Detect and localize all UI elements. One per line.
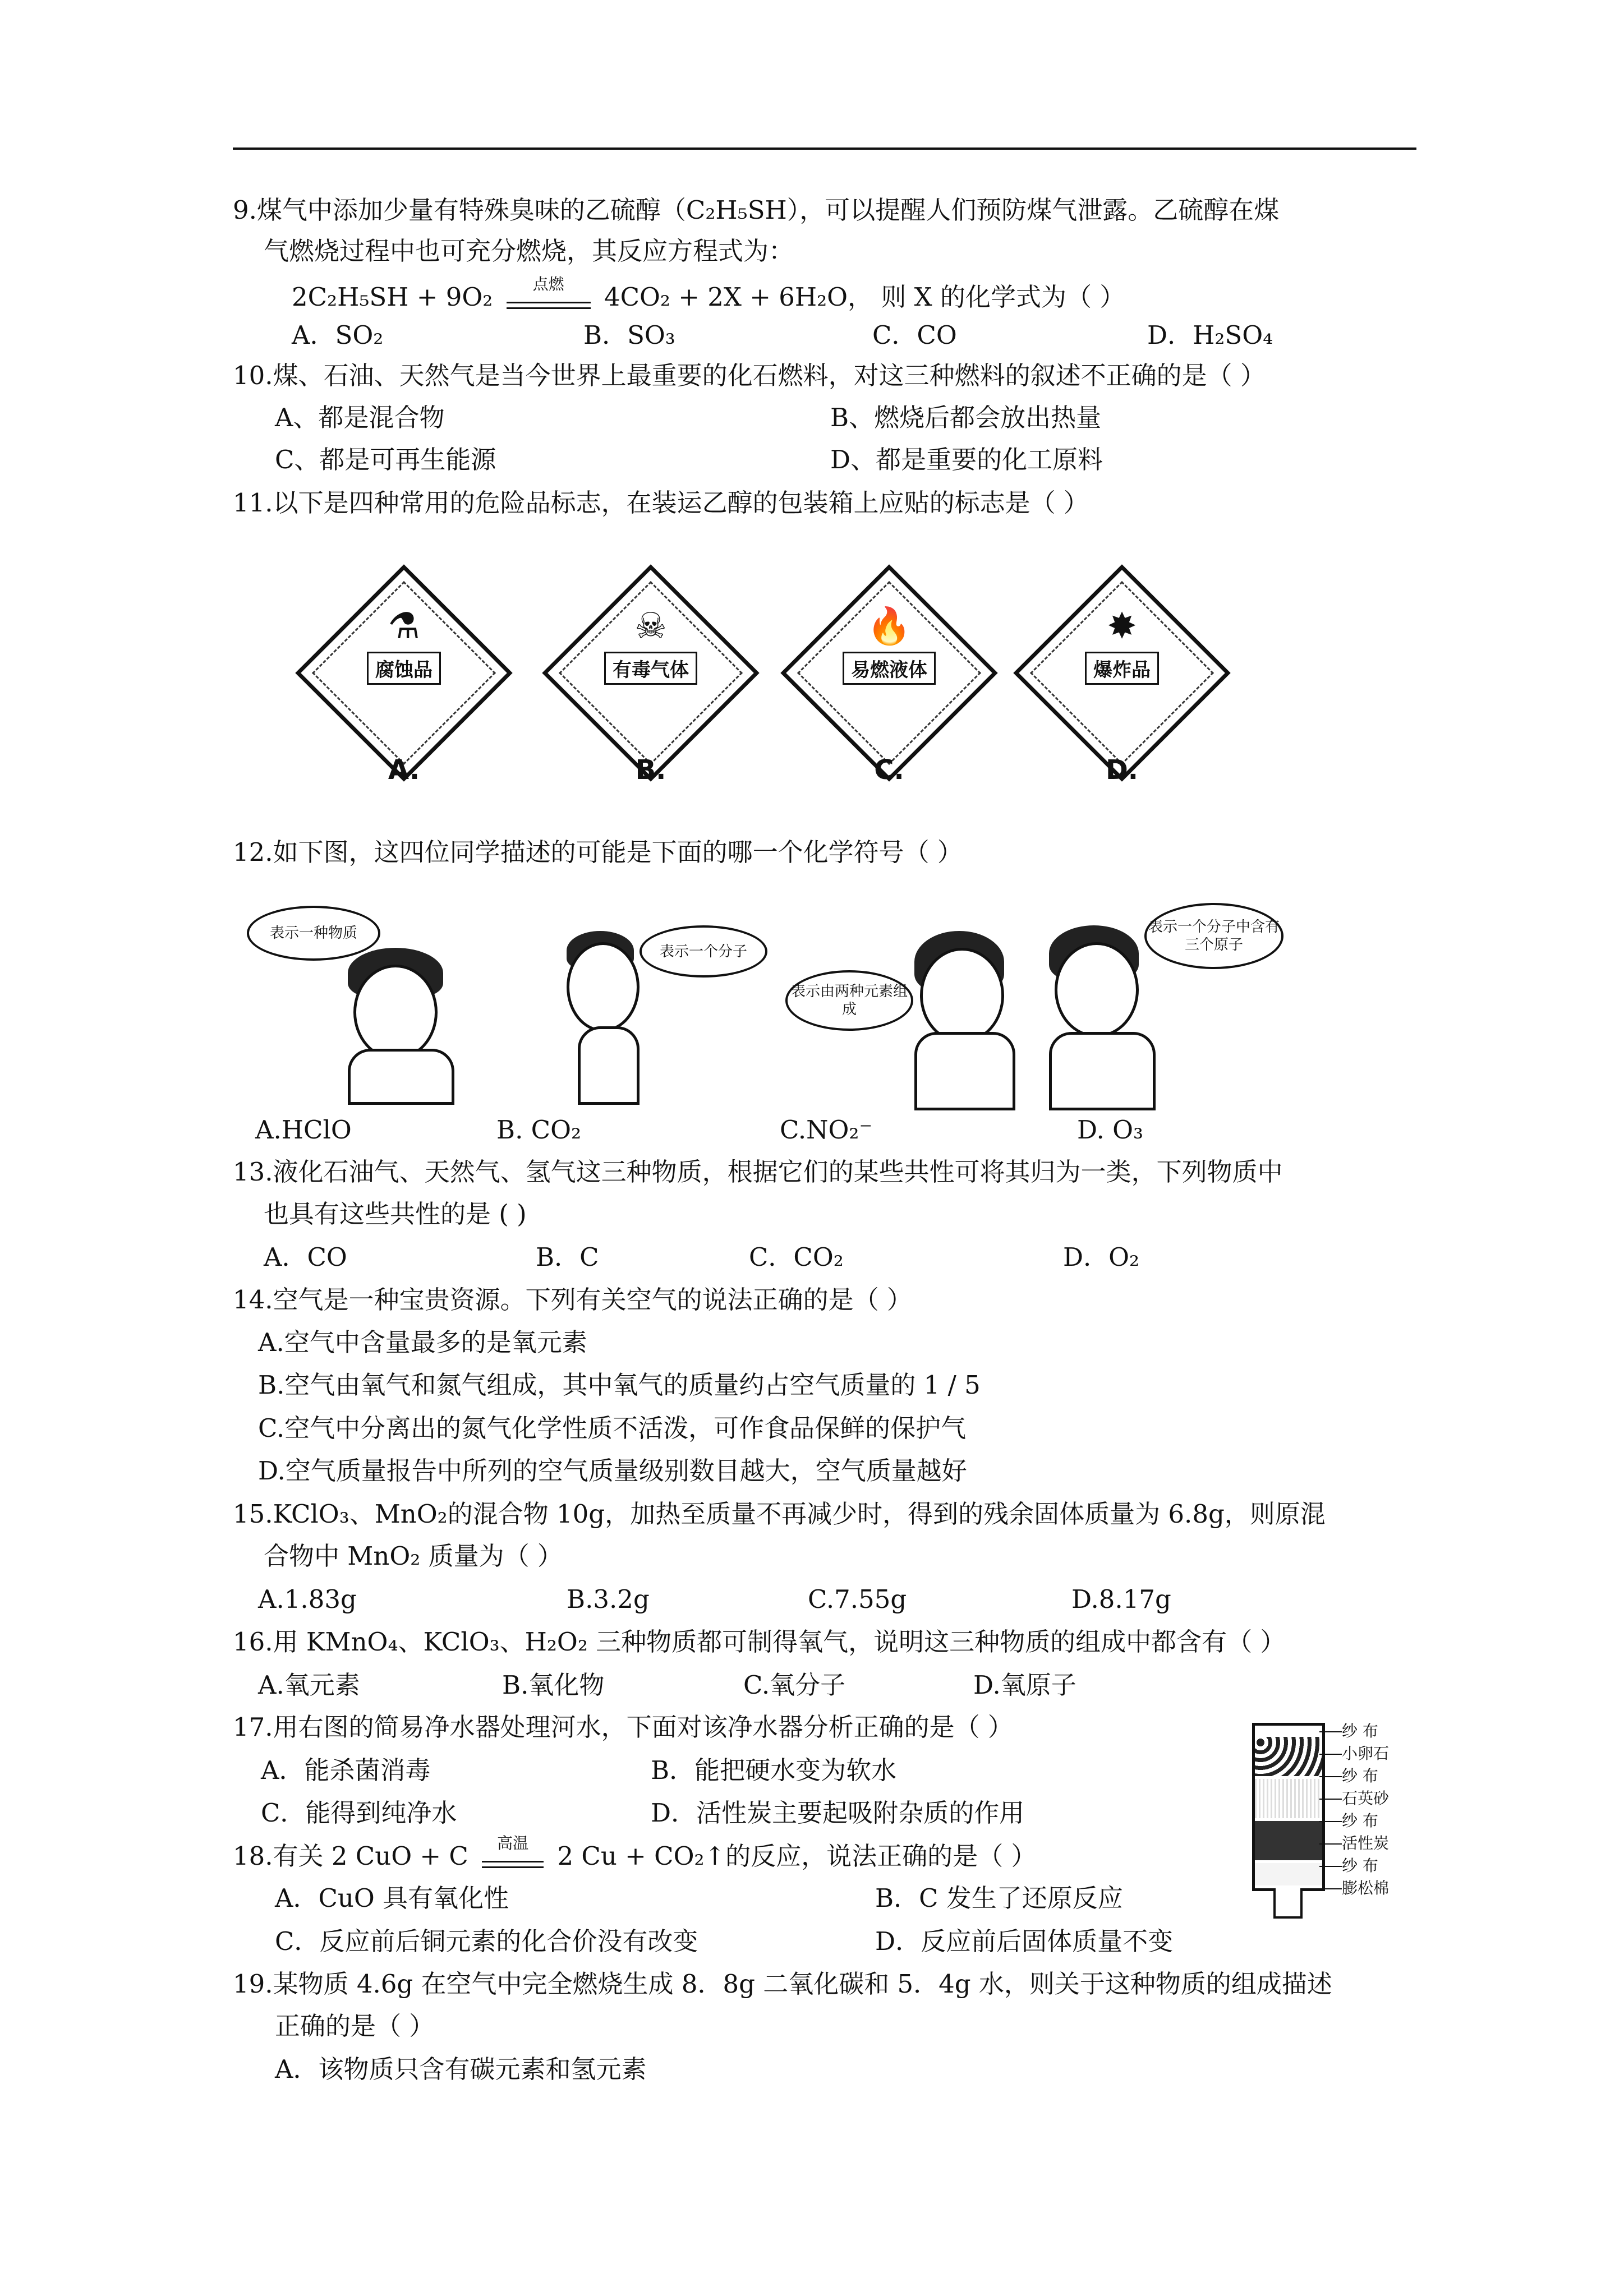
q18-option-d[interactable]: D．反应前后固体质量不变 <box>875 1926 1174 1956</box>
q18-stem <box>233 1833 1037 1875</box>
student-1-illustration <box>241 897 488 1099</box>
q16-stem: 16.用 KMnO₄、KClO₃、H₂O₂ 三种物质都可制得氧气，说明这三种物质的组成中都含有（ ） <box>233 1627 1286 1657</box>
q15-option-d[interactable]: D.8.17g <box>1071 1584 1171 1614</box>
speech-bubble-2: 表示一个分子 <box>640 925 767 978</box>
hazard-sign-d[interactable] <box>1010 555 1234 791</box>
q9-option-a[interactable]: A．SO₂ <box>292 320 384 350</box>
filter-label-cotton: 膨松棉 <box>1342 1879 1390 1897</box>
q9-option-c[interactable]: C．CO <box>872 320 957 350</box>
q10-option-c[interactable]: C、都是可再生能源 <box>275 445 496 474</box>
hazard-sign-label: 腐蚀品 <box>367 652 441 685</box>
hazard-sign-letter: D. <box>1105 754 1139 786</box>
q17-option-a[interactable]: A．能杀菌消毒 <box>261 1755 431 1785</box>
q13-option-a[interactable]: A．CO <box>264 1242 347 1272</box>
hazard-sign-letter: A. <box>388 754 420 786</box>
q18-stem-left: 18.有关 2 CuO + C <box>233 1841 468 1871</box>
q9-eq-right: 4CO₂ + 2X + 6H₂O， 则 X 的化学式为（ ） <box>604 282 1125 312</box>
q16-option-b[interactable]: B.氧化物 <box>502 1670 605 1700</box>
water-filter-diagram <box>1246 1723 1482 1947</box>
speech-bubble-3: 表示由两种元素组成 <box>785 970 913 1031</box>
reaction-condition-arrow <box>482 1833 544 1875</box>
speech-bubble-1: 表示一种物质 <box>247 906 380 961</box>
q13-option-d[interactable]: D．O₂ <box>1063 1242 1140 1272</box>
q9-option-d[interactable]: D．H₂SO₄ <box>1147 320 1273 350</box>
q18-option-c[interactable]: C．反应前后铜元素的化合价没有改变 <box>275 1926 698 1956</box>
students-3-4-illustration <box>785 903 1279 1105</box>
sand-layer <box>1255 1779 1322 1818</box>
q15-line-1: 15.KClO₃、MnO₂的混合物 10g，加热至质量不再减少时，得到的残余固体质量为 6.8g，则原混 <box>233 1499 1326 1529</box>
flame-icon: 🔥 <box>867 606 912 647</box>
cotton-layer <box>1255 1863 1322 1885</box>
filter-column <box>1252 1723 1325 1891</box>
q17-stem: 17.用右图的简易净水器处理河水，下面对该净水器分析正确的是（ ） <box>233 1712 1013 1742</box>
q15-option-b[interactable]: B.3.2g <box>567 1584 650 1614</box>
q16-option-a[interactable]: A.氧元素 <box>258 1670 360 1700</box>
q15-option-c[interactable]: C.7.55g <box>808 1584 907 1614</box>
speech-bubble-4: 表示一个分子中含有三个原子 <box>1144 903 1283 969</box>
q9-equation <box>292 274 1125 316</box>
filter-outlet <box>1273 1888 1303 1919</box>
q17-option-d[interactable]: D．活性炭主要起吸附杂质的作用 <box>651 1798 1025 1828</box>
q13-line-2: 也具有这些共性的是 ( ) <box>264 1199 527 1229</box>
q9-line-2: 气燃烧过程中也可充分燃烧，其反应方程式为： <box>264 236 794 266</box>
hazard-sign-c[interactable] <box>777 555 1001 791</box>
hazard-sign-label: 爆炸品 <box>1085 652 1159 685</box>
reaction-condition-arrow <box>507 274 591 316</box>
q14-stem: 14.空气是一种宝贵资源。下列有关空气的说法正确的是（ ） <box>233 1285 912 1315</box>
q12-option-b[interactable]: B. CO₂ <box>496 1115 582 1145</box>
q11-stem: 11.以下是四种常用的危险品标志，在装运乙醇的包装箱上应贴的标志是（ ） <box>233 488 1089 518</box>
q9-eq-condition: 点燃 <box>532 274 564 293</box>
q9-option-b[interactable]: B．SO₃ <box>583 320 675 350</box>
filter-label-gauze-4: 纱 布 <box>1342 1856 1378 1875</box>
q15-line-2: 合物中 MnO₂ 质量为（ ） <box>264 1541 563 1571</box>
q10-option-b[interactable]: B、燃烧后都会放出热量 <box>830 403 1102 432</box>
q13-option-b[interactable]: B．C <box>536 1242 599 1272</box>
q12-stem: 12.如下图，这四位同学描述的可能是下面的哪一个化学符号（ ） <box>233 837 963 867</box>
q13-line-1: 13.液化石油气、天然气、氢气这三种物质，根据它们的某些共性可将其归为一类，下列物质中 <box>233 1157 1283 1187</box>
filter-label-quartz-sand: 石英砂 <box>1342 1789 1390 1808</box>
q17-option-c[interactable]: C．能得到纯净水 <box>261 1798 457 1828</box>
q17-option-b[interactable]: B．能把硬水变为软水 <box>651 1755 897 1785</box>
hazard-sign-letter: B. <box>635 754 666 786</box>
q13-option-c[interactable]: C．CO₂ <box>749 1242 844 1272</box>
hazard-sign-b[interactable] <box>539 555 763 791</box>
q19-option-a[interactable]: A．该物质只含有碳元素和氢元素 <box>275 2054 647 2084</box>
filter-label-pebble: 小卵石 <box>1342 1744 1390 1763</box>
filter-label-activated-carbon: 活性炭 <box>1342 1834 1390 1852</box>
q16-option-c[interactable]: C.氧分子 <box>743 1670 846 1700</box>
q14-option-b[interactable]: B.空气由氧气和氮气组成，其中氧气的质量约占空气质量的 1 / 5 <box>258 1370 981 1400</box>
q9-line-1: 9.煤气中添加少量有特殊臭味的乙硫醇（C₂H₅SH），可以提醒人们预防煤气泄露。乙硫醇在煤 <box>233 195 1280 225</box>
header-rule <box>233 147 1416 150</box>
q18-stem-right: 2 Cu + CO₂↑的反应，说法正确的是（ ） <box>557 1841 1037 1871</box>
corrosive-icon: ⚗ <box>388 606 420 647</box>
q19-line-1: 19.某物质 4.6g 在空气中完全燃烧生成 8．8g 二氧化碳和 5．4g 水，则关于这种物质的组成描述 <box>233 1969 1332 1999</box>
skull-icon: ☠ <box>634 606 667 647</box>
q12-option-c[interactable]: C.NO₂⁻ <box>780 1115 873 1145</box>
q10-option-d[interactable]: D、都是重要的化工原料 <box>830 445 1103 474</box>
explosion-icon: ✸ <box>1107 606 1137 647</box>
hazard-sign-a[interactable] <box>292 555 516 791</box>
q16-option-d[interactable]: D.氧原子 <box>973 1670 1076 1700</box>
q18-eq-condition: 高温 <box>497 1833 529 1852</box>
filter-label-gauze-1: 纱 布 <box>1342 1722 1378 1740</box>
hazard-sign-letter: C. <box>874 754 904 786</box>
q19-line-2: 正确的是（ ） <box>275 2011 435 2041</box>
q18-option-a[interactable]: A．CuO 具有氧化性 <box>275 1883 509 1913</box>
q14-option-c[interactable]: C.空气中分离出的氮气化学性质不活泼，可作食品保鲜的保护气 <box>258 1413 967 1443</box>
q18-option-b[interactable]: B．C 发生了还原反应 <box>875 1883 1123 1913</box>
filter-label-gauze-2: 纱 布 <box>1342 1767 1378 1785</box>
q14-option-a[interactable]: A.空气中含量最多的是氧元素 <box>258 1327 587 1357</box>
student-2-illustration <box>555 897 780 1099</box>
hazard-sign-label: 易燃液体 <box>843 652 936 685</box>
q12-option-d[interactable]: D. O₃ <box>1077 1115 1144 1145</box>
pebble-layer <box>1255 1737 1322 1776</box>
hazard-sign-label: 有毒气体 <box>604 652 697 685</box>
q10-stem: 10.煤、石油、天然气是当今世界上最重要的化石燃料，对这三种燃料的叙述不正确的是（ ） <box>233 361 1266 390</box>
q9-eq-left: 2C₂H₅SH + 9O₂ <box>292 282 493 312</box>
filter-label-gauze-3: 纱 布 <box>1342 1811 1378 1830</box>
q14-option-d[interactable]: D.空气质量报告中所列的空气质量级别数目越大，空气质量越好 <box>258 1456 967 1486</box>
q12-option-a[interactable]: A.HClO <box>255 1115 352 1145</box>
q15-option-a[interactable]: A.1.83g <box>258 1584 357 1614</box>
q10-option-a[interactable]: A、都是混合物 <box>275 403 445 432</box>
carbon-layer <box>1255 1821 1322 1860</box>
